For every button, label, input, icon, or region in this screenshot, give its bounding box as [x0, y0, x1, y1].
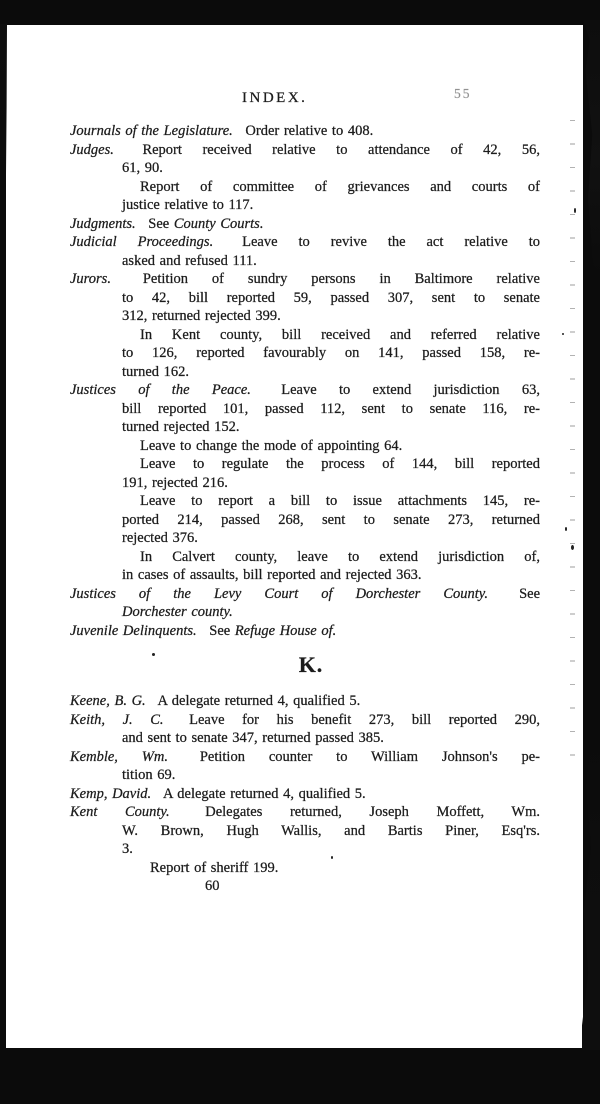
- page-title: INDEX.: [242, 90, 308, 106]
- text-line: [122, 252, 540, 271]
- index-term-italic: Kemp, David.: [70, 785, 152, 802]
- index-entry: [70, 785, 540, 804]
- index-subentry: [70, 437, 540, 456]
- index-text: Delegates returned, Joseph Moffett, Wm.: [205, 804, 540, 820]
- text-line: [140, 178, 540, 197]
- index-term-italic: Judicial Proceedings.: [70, 234, 214, 250]
- index-text: justice relative to 117.: [122, 197, 254, 213]
- scan-speck: [571, 545, 574, 550]
- index-term-italic: Jurors.: [70, 271, 111, 287]
- index-text: Leave to extend jurisdiction 63,: [281, 382, 541, 398]
- index-text: Leave to revive the act relative to: [242, 234, 540, 250]
- index-entry: [70, 122, 540, 141]
- text-line: [70, 233, 540, 252]
- text-line: [150, 859, 540, 878]
- index-entry: [70, 622, 540, 641]
- index-text: K.: [298, 652, 324, 677]
- text-line: [140, 437, 540, 456]
- scan-left-edge-shadow: [0, 24, 7, 174]
- index-term-italic: Justices of the Peace.: [70, 382, 251, 398]
- index-entry: [70, 233, 540, 270]
- index-text: Petition counter to William Johnson's pe-: [199, 748, 541, 765]
- index-entry: [70, 692, 540, 711]
- text-line: [205, 877, 540, 896]
- text-line: [70, 270, 540, 289]
- text-line: [102, 653, 520, 677]
- text-line: [122, 363, 540, 382]
- index-subentry: [70, 455, 540, 492]
- index-subentry: [70, 178, 540, 215]
- index-text: to 42, bill reported 59, passed 307, sent to senate: [122, 289, 540, 306]
- scan-speck: [565, 527, 567, 531]
- index-text: Order relative to 408.: [245, 123, 374, 139]
- text-line: [122, 159, 540, 178]
- text-line: [122, 766, 540, 785]
- text-line: [122, 822, 540, 841]
- text-line: [122, 566, 540, 585]
- text-line: [70, 215, 540, 234]
- index-text: 60: [205, 878, 220, 894]
- text-line: [122, 289, 540, 308]
- text-line: [70, 785, 540, 804]
- index-text: Leave to change the mode of appointing 64.: [140, 437, 403, 454]
- text-line: [140, 548, 540, 567]
- index-term-italic: Journals of the Legislature.: [70, 123, 233, 139]
- index-text: Report received relative to attendance of 42, 56,: [142, 141, 540, 158]
- index-text: A delegate returned 4, qualified 5.: [157, 693, 361, 709]
- index-text: In Calvert county, leave to extend jurisdiction of,: [140, 548, 540, 565]
- index-subentry: [70, 492, 540, 548]
- index-text: W. Brown, Hugh Wallis, and Bartis Piner, Esq'rs.: [122, 822, 540, 839]
- index-text: Report of sheriff 199.: [150, 859, 279, 876]
- index-subentry: [70, 859, 540, 878]
- text-line: [70, 692, 540, 711]
- text-line: [70, 381, 540, 400]
- index-text: Leave for his benefit 273, bill reported 290,: [189, 711, 540, 728]
- index-entry: [70, 585, 540, 622]
- text-line: [122, 400, 540, 419]
- index-text: 3.: [122, 841, 133, 857]
- text-line: [70, 585, 540, 604]
- text-line: [122, 344, 540, 363]
- text-line: [70, 141, 540, 160]
- index-text: asked and refused 111.: [122, 252, 257, 269]
- text-line: [70, 711, 540, 730]
- index-text: rejected 376.: [122, 530, 198, 546]
- index-term-italic: Judges.: [70, 141, 114, 158]
- index-text: Report of committee of grievances and courts of: [140, 178, 540, 195]
- text-line: [122, 603, 540, 622]
- text-line: [70, 122, 540, 141]
- index-text: A delegate returned 4, qualified 5.: [162, 785, 366, 802]
- scan-speck: [562, 333, 564, 335]
- index-entry: [70, 711, 540, 748]
- index-text: to 126, reported favourably on 141, passed 158, re-: [122, 345, 540, 361]
- index-subentry: [70, 548, 540, 585]
- index-text: ported 214, passed 268, sent to senate 273, returned: [122, 511, 540, 528]
- index-term-italic: Juvenile Delinquents.: [70, 622, 197, 639]
- index-text: tition 69.: [122, 767, 176, 783]
- text-line: [122, 418, 540, 437]
- index-term-italic: Judgments.: [70, 215, 136, 232]
- index-text: in cases of assaults, bill reported and rejected 363.: [122, 567, 422, 583]
- index-entry: [70, 270, 540, 326]
- page-header: [6, 86, 583, 114]
- index-entry: [70, 215, 540, 234]
- page-number: 55: [454, 86, 472, 101]
- index-term-italic: Justices of the Levy Court of Dorchester County.: [70, 585, 489, 602]
- index-text: 312, returned rejected 399.: [122, 308, 281, 324]
- index-text: Petition of sundry persons in Baltimore relative: [142, 271, 540, 287]
- text-line: [140, 492, 540, 511]
- printer-signature-mark: [70, 877, 540, 896]
- text-line: [122, 307, 540, 326]
- index-text: In Kent county, bill received and referred relative: [140, 326, 540, 343]
- index-entry: [70, 141, 540, 178]
- text-line: [122, 474, 540, 493]
- index-text: bill reported 101, passed 112, sent to senate 116, re-: [122, 400, 540, 417]
- index-text: See: [148, 215, 170, 232]
- index-text: See: [209, 622, 231, 639]
- index-text: turned rejected 152.: [122, 419, 240, 435]
- index-entry: [70, 381, 540, 437]
- text-line: [140, 455, 540, 474]
- index-subentry: [70, 326, 540, 382]
- text-line: [122, 511, 540, 530]
- text-line: [122, 529, 540, 548]
- text-line: [122, 729, 540, 748]
- scan-gutter-shadow-top: [583, 20, 600, 275]
- index-term-italic: Keith, J. C.: [70, 711, 164, 728]
- index-term-italic: Kent County.: [70, 804, 170, 820]
- text-line: [140, 326, 540, 345]
- index-term-italic: Refuge House of.: [234, 622, 337, 639]
- scan-speck: [152, 653, 155, 656]
- scan-gutter-flecks: [570, 120, 575, 760]
- index-text: turned 162.: [122, 363, 190, 380]
- index-text: Leave to report a bill to issue attachments 145, re-: [140, 493, 540, 509]
- book-page-paper: [6, 25, 583, 1048]
- text-line: [70, 748, 540, 767]
- text-line: [70, 622, 540, 641]
- index-entry: [70, 748, 540, 785]
- index-term-italic: Kemble, Wm.: [70, 748, 168, 765]
- text-line: [70, 803, 540, 822]
- text-line: [122, 196, 540, 215]
- index-text: Leave to regulate the process of 144, bill reported: [140, 456, 540, 472]
- scan-gutter-shadow-bottom: [582, 740, 600, 1050]
- scan-speck: [331, 856, 333, 859]
- index-text: See: [519, 585, 541, 602]
- index-text: and sent to senate 347, returned passed 385.: [122, 730, 384, 746]
- scan-speck: [574, 208, 576, 213]
- index-entry: [70, 803, 540, 859]
- section-letter-heading: [50, 653, 520, 677]
- index-text: 191, rejected 216.: [122, 474, 228, 491]
- index-term-italic: Dorchester county.: [122, 604, 233, 620]
- index-term-italic: County Courts.: [173, 215, 264, 232]
- index-paragraph-list: [6, 122, 583, 896]
- index-text: 61, 90.: [122, 160, 163, 176]
- index-term-italic: Keene, B. G.: [70, 693, 146, 709]
